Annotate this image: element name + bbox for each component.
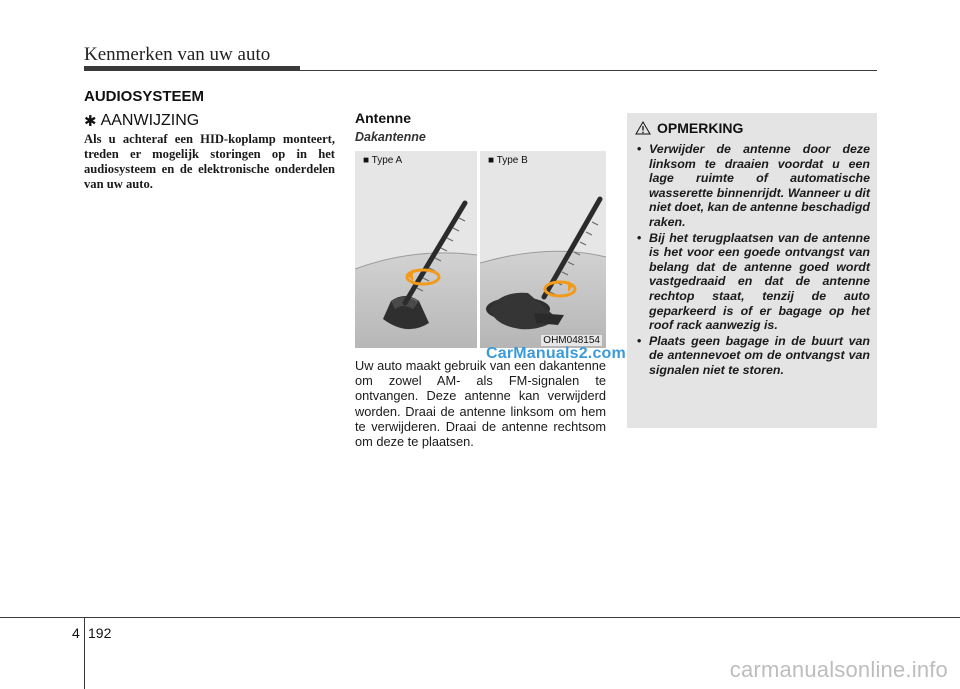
footer-rule [0,617,960,618]
warning-heading [635,120,743,136]
bullet-icon: • [637,142,642,156]
header-rule-thin [300,70,877,71]
bullet-icon: • [637,333,642,348]
warning-item-text: Bij het terugplaatsen van de antenne is het voor een goede ontvangst van belang dat de antenne goed wordt vastgedraaid en dat de antenne rechtop staat, tenzij de auto geparkeerd is of er bagage op het roof rack aanwezig is. [649,230,870,333]
running-header: Kenmerken van uw auto [84,44,271,65]
footer-divider [84,617,85,689]
note-heading-label: AANWIJZING [100,112,200,129]
warning-heading-label: OPMERKING [657,120,744,136]
warning-item [637,142,870,230]
note-body: Als u achteraf een HID-koplamp monteert, treden er mogelijk storingen op in het audiosysteem en de elektronische onderdelen van uw auto. [84,132,335,191]
page-number: 192 [88,625,112,641]
note-heading [84,112,335,130]
antenna-section-heading [355,110,606,144]
figure-panel-type-b [480,151,606,348]
warning-item-text: Verwijder de antenne door deze linksom te draaien voordat u een lage ruimte of automatische wasserette binnenrijdt. Wanneer u dit niet doet, kan de antenne beschadigd raken. [649,142,871,229]
header-rule-thick [84,66,300,71]
type-b-label: ■ Type B [488,155,528,166]
warning-item [637,334,870,378]
warning-triangle-icon [635,121,651,135]
antenna-body: Uw auto maakt gebruik van een dakantenne om zowel AM- als FM-signalen te ontvangen. Deze antenne kan verwijderd worden. Draai de antenne linksom om hem te verwijderen. Draai de antenne rechtsom om deze te plaatsen. [355,358,606,450]
warning-item-text: Plaats geen bagage in de buurt van de antennevoet om de ontvangst van signalen niet te storen. [649,333,870,377]
figure-code: OHM048154 [543,335,600,346]
antenna-subheading: Dakantenne [355,130,426,144]
note-section [84,112,335,192]
warning-list [637,142,870,379]
antenna-figure [355,151,606,351]
roof-antenna-type-a-illustration [355,151,477,348]
figure-panel-type-a [355,151,477,348]
warning-item [637,231,870,333]
chapter-number: 4 [72,625,80,641]
watermark: CarManuals2.com [486,345,626,362]
roof-antenna-type-b-illustration [480,151,606,348]
warning-box [627,113,877,428]
antenna-heading: Antenne [355,110,411,126]
asterisk-icon: ✱ [84,113,97,130]
type-a-label: ■ Type A [363,155,403,166]
section-title: AUDIOSYSTEEM [84,88,205,105]
bullet-icon: • [637,230,642,245]
site-credit: carmanualsonline.info [729,657,948,682]
